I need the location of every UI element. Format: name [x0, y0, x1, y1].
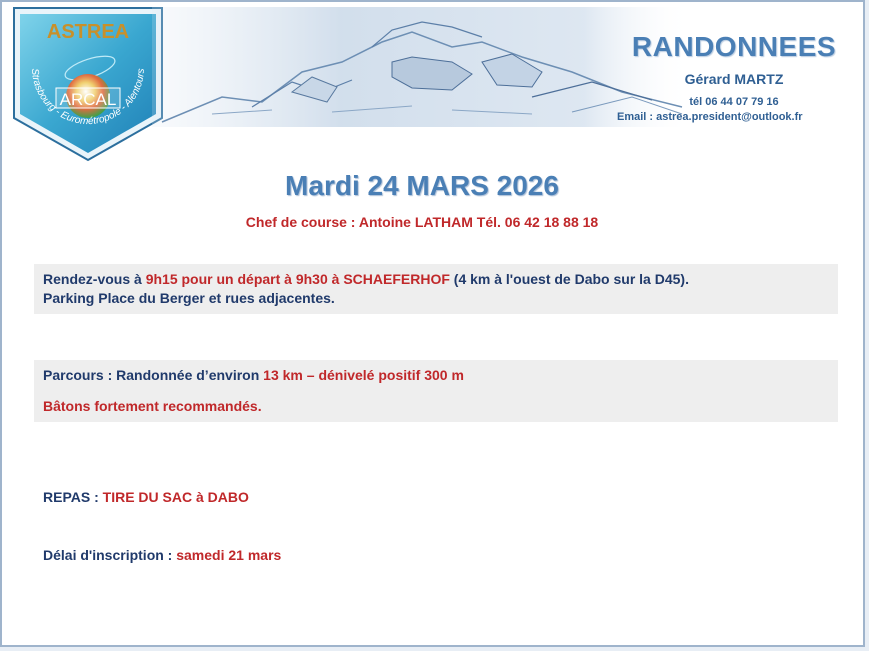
meal-label: REPAS : — [43, 489, 103, 505]
parcours-box — [34, 360, 838, 422]
meal-value: TIRE DU SAC à DABO — [102, 489, 249, 505]
rdv-time: 9h15 pour un départ à 9h30 à — [145, 271, 344, 287]
parcours-distance: 13 km — [263, 367, 303, 383]
deadline-label: Délai d'inscription : — [43, 547, 177, 563]
rdv-location-detail: (4 km à l'ouest de Dabo sur la D45). — [449, 271, 689, 287]
parking-line: Parking Place du Berger et rues adjacentes. — [43, 290, 335, 306]
parcours-line — [43, 366, 838, 385]
rendezvous-line — [43, 270, 838, 289]
astrea-arcal-logo — [10, 6, 166, 164]
parcours-separator: – — [302, 367, 319, 383]
course-leader: Chef de course : Antoine LATHAM Tél. 06 42 18 88 18 — [245, 214, 599, 230]
parcours-label: Parcours : Randonnée d’environ — [43, 367, 264, 383]
poles-recommendation: Bâtons fortement recommandés. — [43, 398, 262, 414]
registration-deadline-line — [43, 547, 281, 563]
parcours-elevation: dénivelé positif 300 m — [318, 367, 464, 383]
meal-line — [43, 489, 249, 505]
contact-email: Email : astrea.president@outlook.fr — [617, 111, 803, 123]
rendezvous-box — [34, 264, 838, 314]
section-title: RANDONNEES — [631, 31, 837, 62]
contact-name: Gérard MARTZ — [684, 71, 784, 87]
deadline-value: samedi 21 mars — [176, 547, 282, 563]
logo-center-text: ARCAL — [59, 90, 117, 109]
logo-club-name: ASTREA — [46, 21, 130, 43]
event-date-title: Mardi 24 MARS 2026 — [285, 170, 559, 201]
contact-phone: tél 06 44 07 79 16 — [689, 96, 779, 108]
header-contact-block — [619, 32, 849, 123]
rdv-label: Rendez-vous à — [43, 271, 146, 287]
logo-arc-text: Strasbourg - Eurométropole - Alentours — [28, 68, 148, 128]
rdv-place: SCHAEFERHOF — [343, 271, 450, 287]
